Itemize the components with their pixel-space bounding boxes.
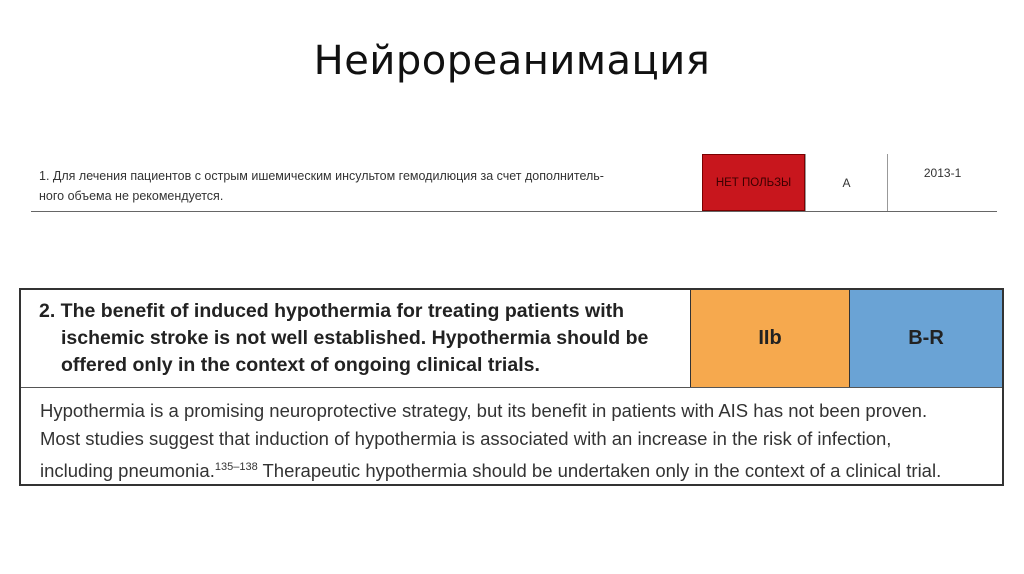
statement-line: offered only in the context of ongoing clinical trials. — [61, 354, 540, 376]
recommendation-table-en — [19, 288, 1004, 486]
recommendation-table-ru — [31, 154, 997, 212]
slide-title: Нейрореанимация — [313, 38, 711, 84]
class-no-benefit-badge: НЕТ ПОЛЬЗЫ — [702, 154, 805, 211]
supporting-text-fragment: Therapeutic hypothermia should be undertaken only in the context of a clinical trial. — [257, 460, 942, 481]
recommendation-text-line: ного объема не рекомендуется. — [39, 189, 224, 203]
supporting-text-line — [40, 453, 1002, 485]
class-of-recommendation: IIb — [690, 290, 849, 387]
statement-line: 2. The benefit of induced hypothermia for treating patients with — [39, 300, 625, 322]
reference-superscript: 135–138 — [214, 461, 258, 473]
guideline-year: 2013-1 — [887, 154, 997, 211]
recommendation-text — [31, 154, 702, 211]
recommendation-text-line: 1. Для лечения пациентов с острым ишемическим инсультом гемодилюция за счет дополнитель- — [39, 169, 604, 183]
supporting-text-fragment: including pneumonia. — [40, 460, 215, 481]
recommendation-statement — [21, 290, 690, 387]
statement-line: ischemic stroke is not well established. Hypothermia should be — [61, 327, 649, 349]
supporting-text-line: Most studies suggest that induction of hypothermia is associated with an increase in the risk of infection, — [40, 428, 892, 449]
supporting-text-line: Hypothermia is a promising neuroprotective strategy, but its benefit in patients with AIS has not been proven. — [40, 400, 928, 421]
level-of-evidence-badge: B-R — [849, 290, 1002, 387]
level-of-evidence: A — [805, 154, 887, 211]
recommendation-header-row — [21, 290, 1002, 388]
supporting-text — [21, 388, 1002, 485]
